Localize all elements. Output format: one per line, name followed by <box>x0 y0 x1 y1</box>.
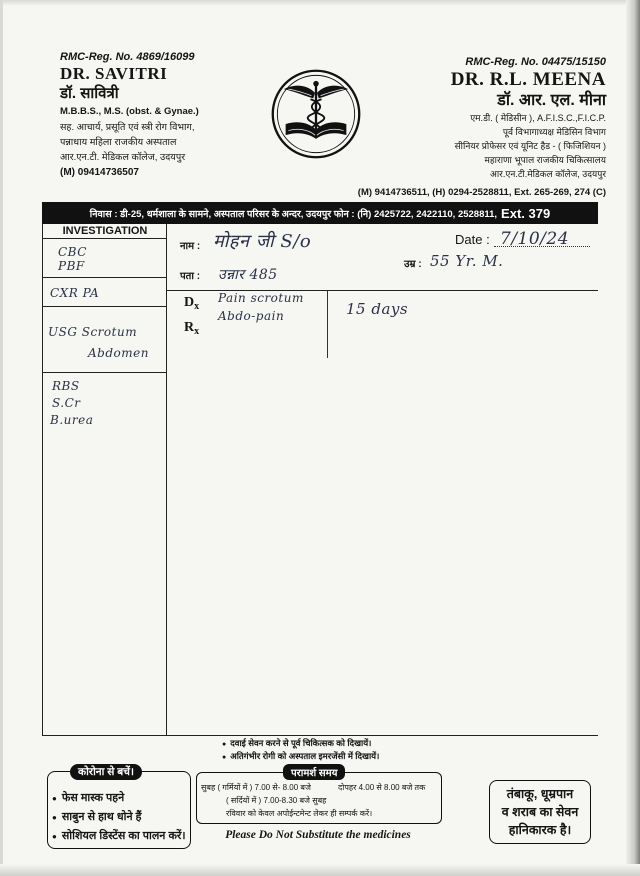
investigation-separator <box>42 306 166 307</box>
residence-address: निवास : डी-25, धर्मशाला के सामने, अस्पताल परिसर के अन्दर, उदयपुर फोन : (नि) 2425722, 2422110, 2528811, <box>89 208 498 220</box>
investigation-item: USG Scrotum <box>48 325 138 339</box>
diagnosis-item: Pain scrotum <box>218 291 304 305</box>
right-doctor-header <box>366 55 606 181</box>
investigation-header: INVESTIGATION <box>62 225 148 237</box>
footer-note: Please Do Not Substitute the medicines <box>225 829 411 841</box>
investigation-separator <box>42 372 166 373</box>
corona-item: ● फेस मास्क पहने <box>52 790 124 805</box>
investigation-item: Abdomen <box>88 346 149 360</box>
rx-symbol <box>184 320 199 337</box>
consultation-title: परामर्श समय <box>283 764 345 780</box>
right-doctor-degree: एम.डी. ( मेडिसीन ), A.F.I.S.C.,F.I.C.P. <box>470 113 606 123</box>
warning-line: व शराब का सेवन <box>501 805 579 819</box>
tobacco-warning-box <box>489 780 591 844</box>
investigation-item: RBS <box>52 379 80 393</box>
investigation-header-line <box>42 238 166 239</box>
consultation-afternoon: दोपहर 4.00 से 8.00 बजे तक <box>338 783 426 792</box>
left-doctor-name-en: DR. SAVITRI <box>60 64 168 83</box>
scan-edge-bottom <box>0 864 640 876</box>
handwritten-bracket-line <box>327 291 328 358</box>
right-doctor-name-en: DR. R.L. MEENA <box>450 69 606 90</box>
patient-age-value: 55 Yr. M. <box>430 252 504 270</box>
corona-item: ● सोशियल डिस्टेंस का पालन करें। <box>52 828 186 843</box>
left-doctor-line: पन्नाधाय महिला राजकीय अस्पताल <box>60 137 177 148</box>
consultation-morning-summer: सुबह ( गर्मियों में ) 7.00 से- 8.00 बजे <box>201 783 311 792</box>
right-doctor-line: महाराणा भूपाल राजकीय चिकित्सालय <box>484 155 606 165</box>
left-doctor-header <box>60 50 260 181</box>
caduceus-book-icon <box>270 68 362 160</box>
frame-left-border <box>42 224 43 735</box>
consultation-morning-winter: ( सर्दियों में ) 7.00-8.30 बजे सुबह <box>226 796 327 805</box>
frame-bottom-border <box>42 735 598 736</box>
investigation-item: CXR PA <box>50 286 100 300</box>
warning-line: हानिकारक है। <box>508 823 572 837</box>
investigation-item: CBC <box>58 245 87 259</box>
right-doctor-reg: RMC-Reg. No. 04475/15150 <box>465 56 606 68</box>
left-doctor-reg: RMC-Reg. No. 4869/16099 <box>60 51 195 63</box>
note-line: ● अतिगंभीर रोगी को अस्पताल इमरजेंसी में दिखायें। <box>222 751 379 762</box>
left-doctor-name-hi: डॉ. सावित्री <box>60 85 119 102</box>
left-doctor-line: आर.एन.टी. मेडिकल कॉलेज, उदयपुर <box>60 152 186 163</box>
investigation-separator <box>42 277 166 278</box>
corona-item: ● साबुन से हाथ धोने हैं <box>52 809 141 824</box>
right-doctor-name-hi: डॉ. आर. एल. मीना <box>497 92 606 109</box>
investigation-item: PBF <box>58 259 85 273</box>
right-doctor-line: पूर्व विभागाध्यक्ष मेडिसिन विभाग <box>502 127 606 137</box>
investigation-item: B.urea <box>50 413 94 427</box>
patient-name-label: नाम : <box>180 241 201 252</box>
corona-title: कोरोना से बचें। <box>70 764 142 780</box>
right-doctor-line: सीनियर प्रोफेसर एवं यूनिट हैड - ( फिजिशियन ) <box>454 141 606 151</box>
patient-address-label: पता : <box>180 271 201 282</box>
scan-edge-top <box>0 0 640 6</box>
warning-line: तंबाकू, धूम्रपान <box>506 787 574 801</box>
patient-name-value: मोहन जी S/o <box>213 231 312 252</box>
patient-age-label: उम्र : <box>404 259 422 270</box>
diagnosis-item: Abdo-pain <box>218 309 285 323</box>
dx-main: D <box>184 295 195 310</box>
rx-sub: x <box>194 326 200 337</box>
consultation-sunday: रविवार को केवल अपोईन्टमेन्ट लेकर ही सम्पर्क करें। <box>226 809 373 818</box>
date-value: 7/10/24 <box>500 229 570 249</box>
rx-main: R <box>184 320 195 335</box>
investigation-divider <box>166 224 167 735</box>
investigation-item: S.Cr <box>52 396 81 410</box>
left-doctor-degree: M.B.B.S., M.S. (obst. & Gynae.) <box>60 106 199 117</box>
dx-sub: x <box>194 301 200 312</box>
residence-ext: Ext. 379 <box>501 205 551 221</box>
diagnosis-duration: 15 days <box>346 300 409 318</box>
scan-edge-right <box>626 0 640 876</box>
note-line: ● दवाई सेवन करने से पूर्व चिकित्सक को दिखायें। <box>222 738 371 749</box>
right-doctor-line: आर.एन.टी.मेडिकल कॉलेज, उदयपुर <box>489 169 606 179</box>
left-doctor-line: सह. आचार्य, प्रसूति एवं स्त्री रोग विभाग, <box>60 122 195 133</box>
patient-address-value: उन्नार 485 <box>218 267 278 283</box>
scan-edge-left <box>0 0 3 876</box>
dx-symbol <box>184 295 199 312</box>
residence-bar <box>42 202 598 224</box>
date-label: Date : <box>455 232 490 247</box>
left-doctor-mobile: (M) 09414736507 <box>60 167 139 178</box>
right-doctor-contact: (M) 9414736511, (H) 0294-2528811, Ext. 265-269, 274 (C) <box>357 187 606 198</box>
